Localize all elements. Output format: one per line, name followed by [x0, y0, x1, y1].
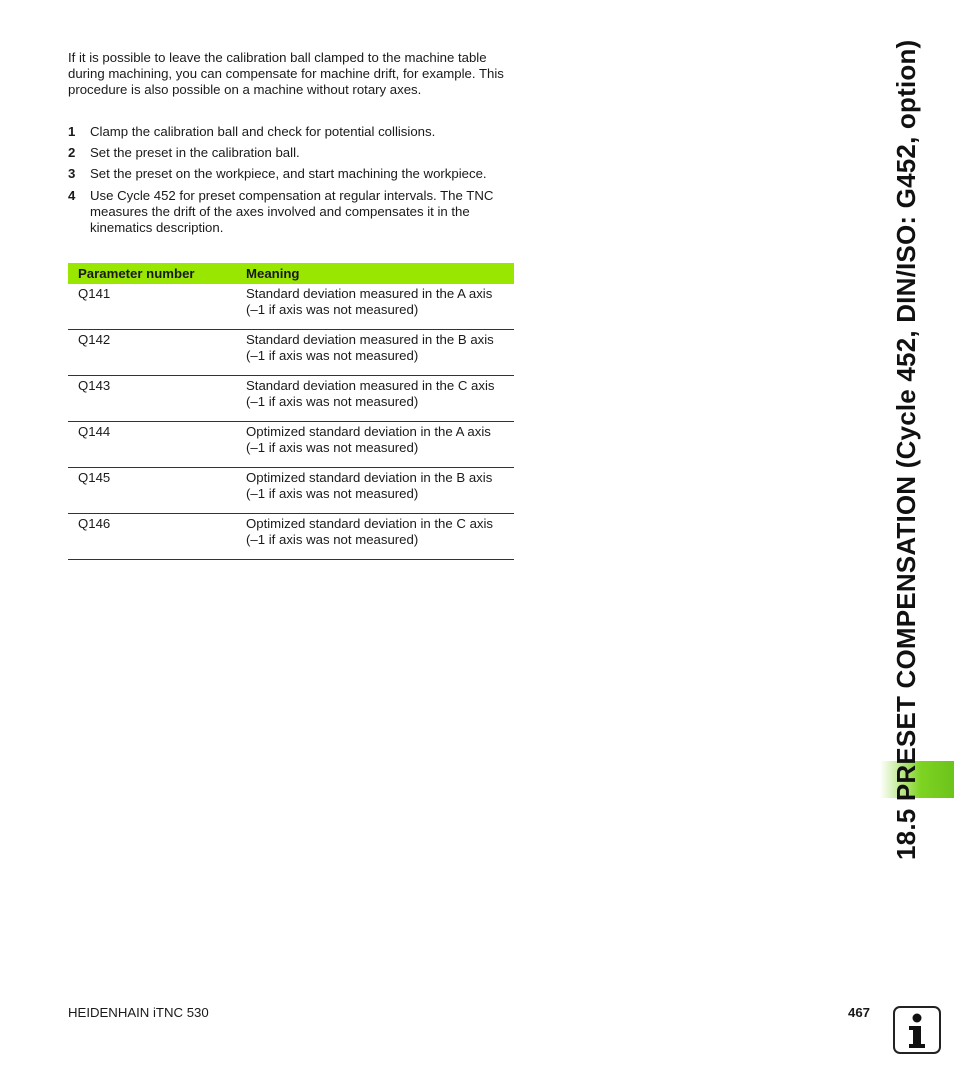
table-row: [68, 375, 514, 421]
intro-paragraph: If it is possible to leave the calibration ball clamped to the machine table during machining, you can compensate for machine drift, for example. This procedure is also possible on a machine without rotary axes.: [68, 50, 504, 98]
meaning-line: Optimized standard deviation in the C axis: [246, 515, 494, 531]
meaning-line: Standard deviation measured in the A axis: [246, 286, 493, 301]
step-text: Use Cycle 452 for preset compensation at regular intervals. The TNC measures the drift of the axes involved and compensates it in the kinematics description.: [90, 187, 494, 236]
step-text: Set the preset in the calibration ball.: [90, 145, 300, 161]
meaning-note: (–1 if axis was not measured): [246, 531, 419, 547]
column-header-parameter: Parameter number: [68, 263, 246, 284]
table-row: [68, 513, 514, 559]
param-cell: Q142: [68, 329, 246, 375]
step-number: 2: [68, 145, 76, 161]
meaning-note: (–1 if axis was not measured): [246, 302, 419, 317]
meaning-note: (–1 if axis was not measured): [246, 485, 419, 501]
info-icon-glyph: [895, 1008, 939, 1052]
meaning-note: (–1 if axis was not measured): [246, 347, 419, 363]
meaning-cell: [246, 467, 514, 513]
step-number: 1: [68, 124, 76, 139]
param-cell: Q141: [68, 284, 246, 329]
meaning-cell: [246, 421, 514, 467]
list-item: [68, 145, 513, 161]
table-row: [68, 467, 514, 513]
table-row: [68, 421, 514, 467]
column-header-meaning: Meaning: [246, 263, 514, 284]
param-cell: Q145: [68, 467, 246, 513]
meaning-cell: [246, 284, 514, 329]
step-text: Set the preset on the workpiece, and start machining the workpiece.: [90, 166, 487, 182]
meaning-note: (–1 if axis was not measured): [246, 439, 419, 455]
meaning-cell: [246, 329, 514, 375]
meaning-line: Standard deviation measured in the C axis: [246, 377, 495, 393]
param-cell: Q143: [68, 375, 246, 421]
info-icon: [893, 1006, 941, 1054]
meaning-line: Optimized standard deviation in the B axis: [246, 469, 493, 485]
step-number: 3: [68, 166, 76, 182]
step-number: 4: [68, 187, 76, 203]
page-number: 467: [848, 1005, 871, 1020]
table-row: [68, 329, 514, 375]
param-cell: Q146: [68, 513, 246, 559]
list-item: [68, 166, 513, 182]
meaning-line: Standard deviation measured in the B axis: [246, 331, 494, 347]
parameter-table: [68, 263, 514, 560]
meaning-cell: [246, 375, 514, 421]
meaning-cell: [246, 513, 514, 559]
footer-product: HEIDENHAIN iTNC 530: [68, 1005, 209, 1020]
list-item: [68, 124, 513, 140]
table-row: [68, 284, 514, 329]
param-cell: Q144: [68, 421, 246, 467]
meaning-line: Optimized standard deviation in the A axis: [246, 423, 491, 439]
table-header-row: [68, 263, 514, 284]
meaning-note: (–1 if axis was not measured): [246, 393, 419, 409]
step-list: [68, 124, 513, 241]
step-text: Clamp the calibration ball and check for potential collisions.: [90, 124, 436, 139]
section-title: 18.5 PRESET COMPENSATION (Cycle 452, DIN/ISO: G452, option): [891, 39, 921, 860]
list-item: [68, 188, 513, 237]
